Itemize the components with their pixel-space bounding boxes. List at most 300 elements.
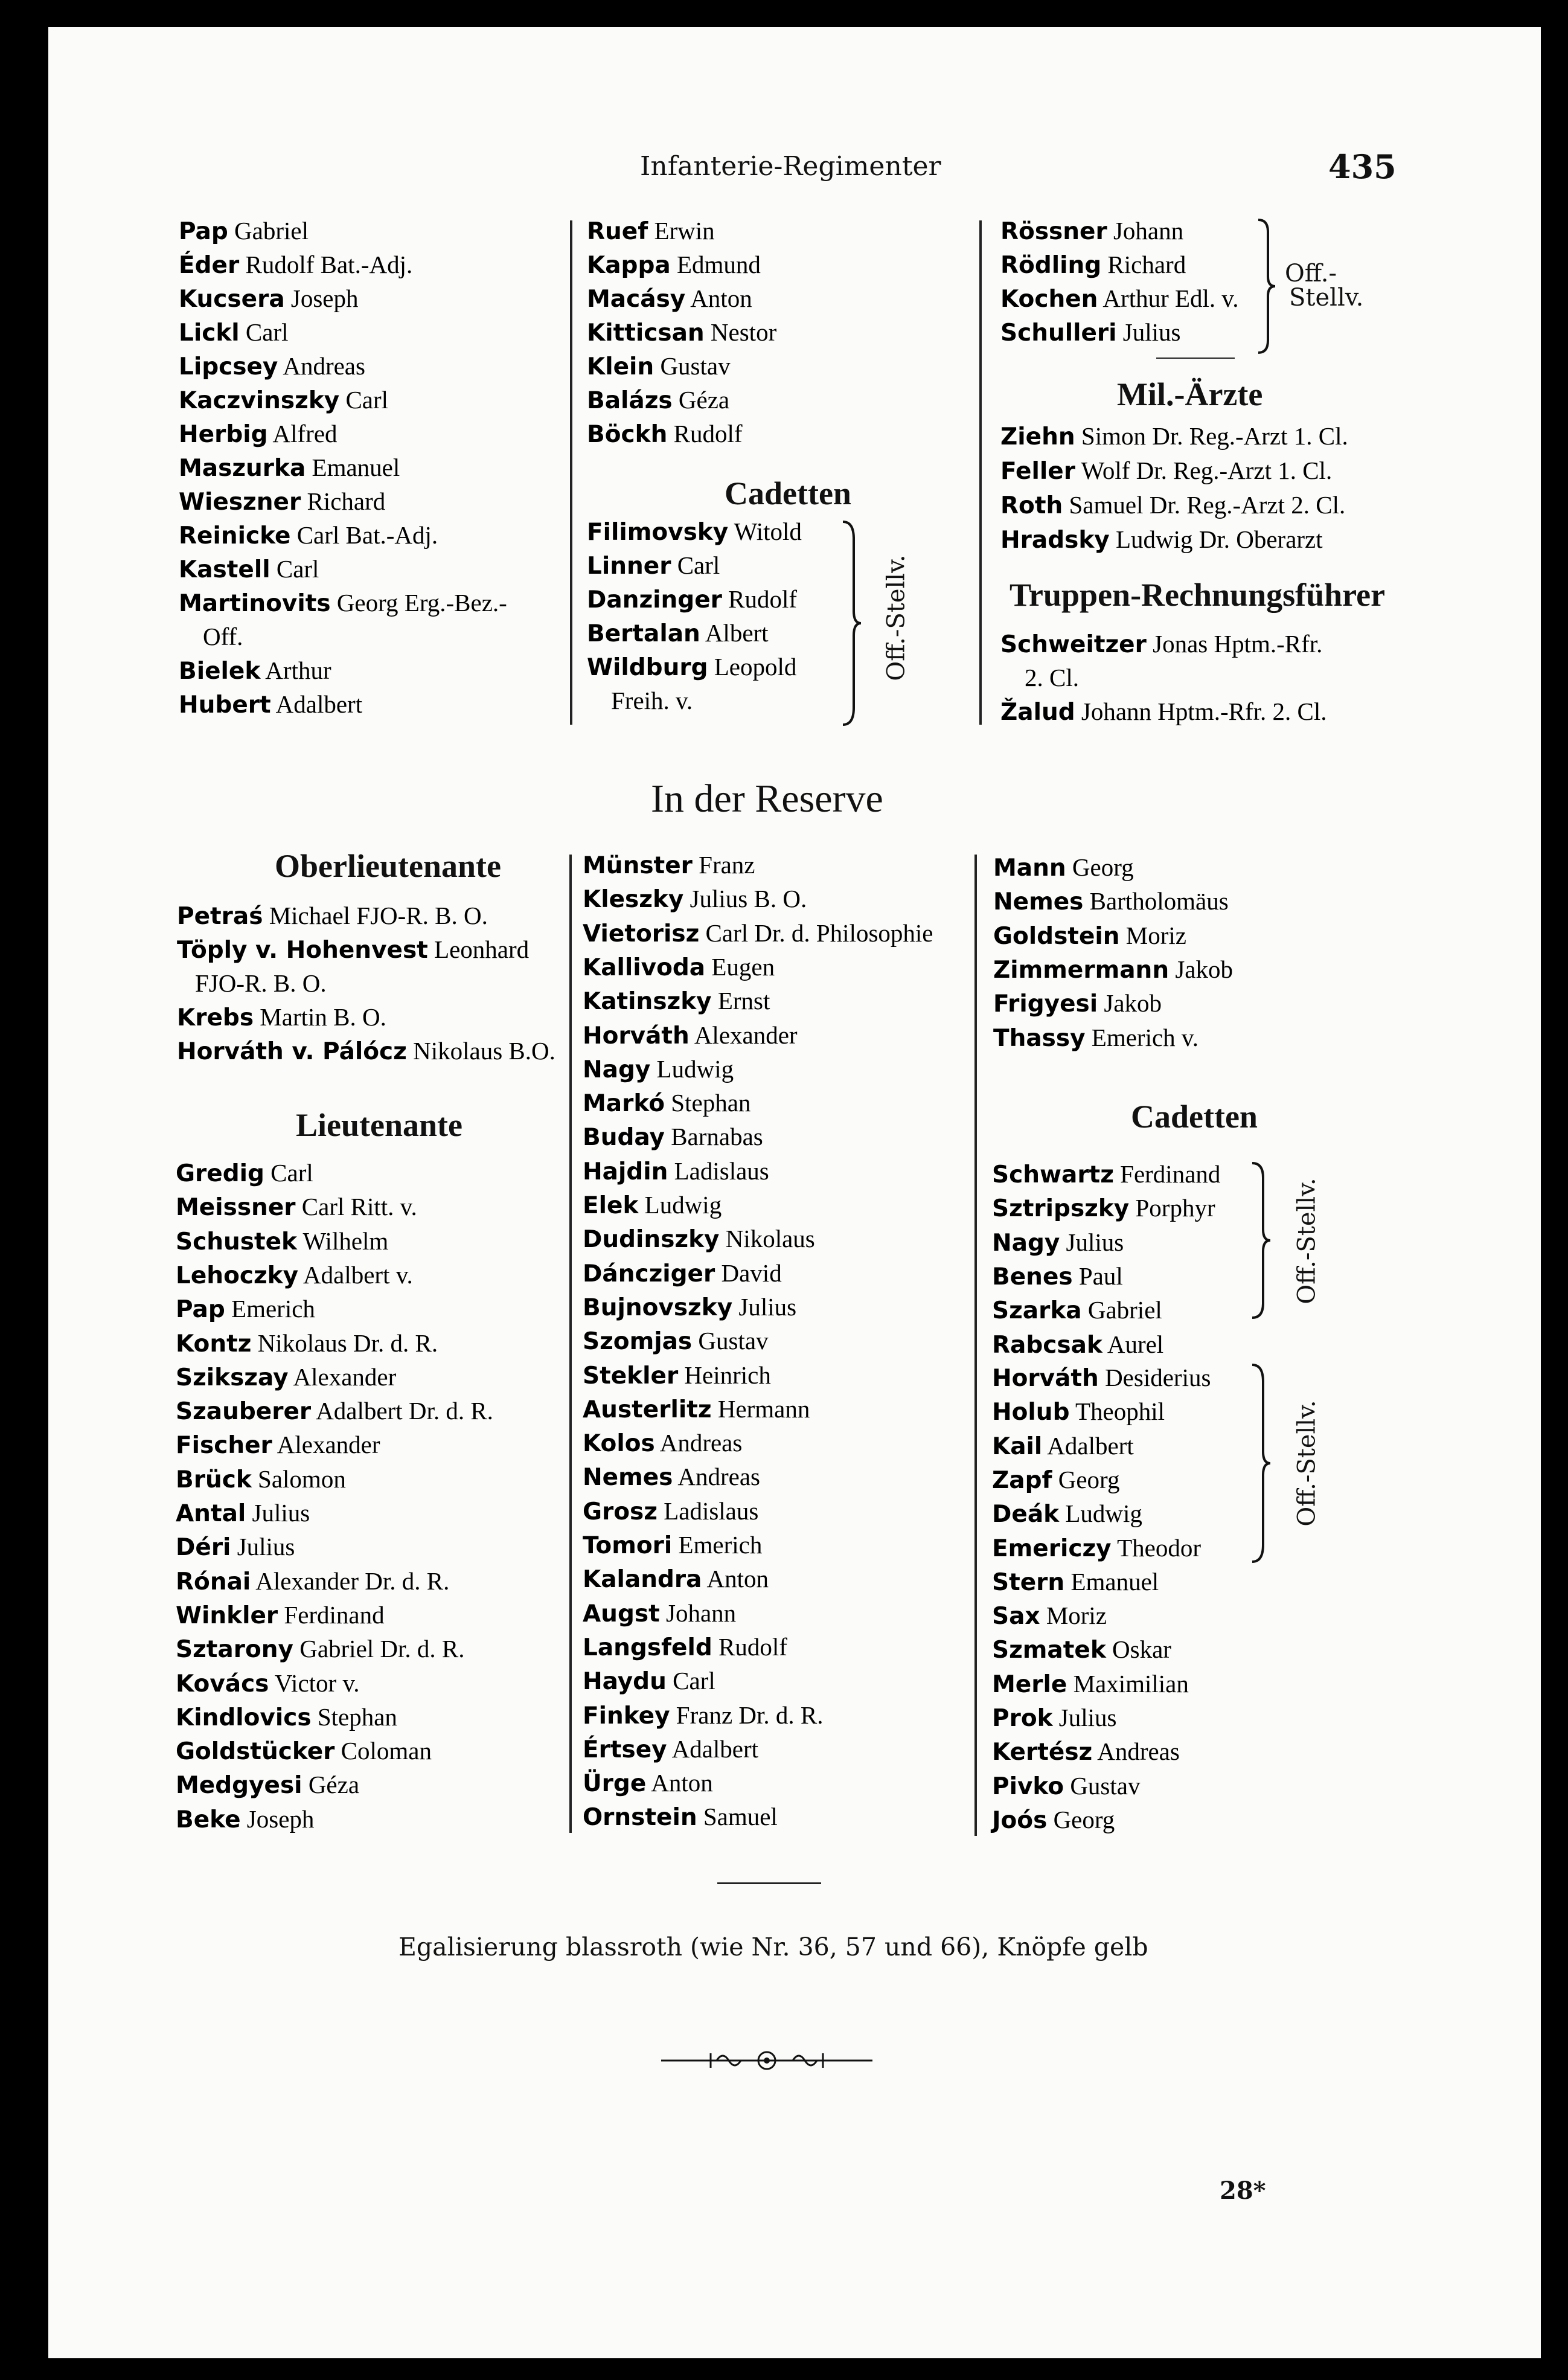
- given-name: Coloman: [334, 1737, 432, 1765]
- list-item: [179, 518, 438, 553]
- list-item: [583, 1120, 763, 1155]
- list-item: [179, 653, 331, 688]
- surname: Wildburg: [587, 654, 708, 681]
- surname: Hubert: [179, 691, 271, 719]
- given-name: Johann: [1107, 217, 1184, 245]
- given-name: Carl: [666, 1667, 715, 1695]
- given-name: Franz: [692, 851, 755, 879]
- list-item: [177, 1034, 555, 1069]
- surname: Medgyesi: [176, 1772, 302, 1800]
- given-name: Stephan: [311, 1702, 397, 1731]
- surname: Roth: [1000, 492, 1063, 519]
- surname: Schustek: [176, 1228, 297, 1256]
- list-item: [992, 1191, 1215, 1226]
- surname: Sztarony: [176, 1636, 293, 1664]
- surname: Deák: [992, 1501, 1060, 1528]
- given-name: Jakob: [1169, 955, 1233, 983]
- list-item: [992, 1496, 1142, 1532]
- given-name: Theophil: [1069, 1397, 1165, 1426]
- list-item: [1000, 627, 1322, 662]
- given-name: Erwin: [648, 217, 715, 245]
- brace-icon: [1249, 1162, 1273, 1319]
- list-item: [992, 1565, 1159, 1600]
- surname: Kaczvinszky: [179, 387, 340, 414]
- surname: Schwartz: [992, 1161, 1114, 1188]
- brace-icon: [838, 521, 862, 726]
- list-item: [176, 1802, 314, 1837]
- list-item: [992, 1599, 1107, 1634]
- surname: Bertalan: [587, 620, 700, 647]
- list-item: [179, 214, 309, 249]
- surname: Horváth v. Pálócz: [177, 1038, 407, 1065]
- surname: Bujnovszky: [583, 1294, 733, 1321]
- list-item: [176, 1156, 313, 1191]
- surname: Stern: [992, 1568, 1065, 1596]
- divider: [1156, 358, 1235, 359]
- list-item: [993, 850, 1134, 885]
- given-name: Joseph: [284, 284, 359, 312]
- given-name: Rudolf: [722, 585, 798, 613]
- aerzte-title: Mil.-Ärzte: [1117, 376, 1263, 412]
- list-item: [993, 1021, 1198, 1056]
- list-item: [583, 1188, 722, 1223]
- list-item: [583, 1256, 782, 1291]
- given-name: Rudolf: [667, 420, 743, 447]
- surname: Markó: [583, 1090, 665, 1118]
- list-item: [583, 1324, 769, 1359]
- list-item: [993, 986, 1162, 1021]
- list-item: [992, 1327, 1163, 1362]
- list-item: [583, 1800, 778, 1835]
- list-item: [611, 684, 693, 717]
- given-name: Barnabas: [664, 1123, 763, 1151]
- given-name: Johann Hptm.-Rfr. 2. Cl.: [1075, 698, 1327, 725]
- given-name: Desiderius: [1098, 1364, 1211, 1391]
- given-name: Emerich: [225, 1295, 315, 1323]
- surname: Austerlitz: [583, 1396, 712, 1423]
- given-name: Ludwig: [1059, 1500, 1142, 1528]
- surname: Sztripszky: [992, 1195, 1130, 1223]
- list-item: [587, 383, 729, 418]
- list-item: [1000, 454, 1332, 489]
- given-name: Carl: [339, 386, 389, 414]
- given-name: Adalbert v.: [298, 1260, 413, 1289]
- given-name: Aurel: [1102, 1330, 1164, 1358]
- given-name: Andreas: [654, 1429, 743, 1457]
- surname: Danzinger: [587, 586, 722, 614]
- surname: Klein: [587, 353, 654, 380]
- list-item: [583, 1426, 742, 1461]
- list-item: [583, 1086, 750, 1121]
- list-item: [583, 1732, 758, 1767]
- footer-divider: [717, 1882, 821, 1884]
- list-item: [176, 1360, 396, 1395]
- surname: Nagy: [583, 1056, 651, 1083]
- list-item: [176, 1292, 315, 1327]
- list-item: [176, 1462, 346, 1497]
- surname: Macásy: [587, 286, 686, 313]
- surname: Szmatek: [992, 1637, 1106, 1664]
- given-name: Emerich: [672, 1531, 763, 1559]
- reserve-offstellv-label-b: Off.-Stellv.: [1293, 1400, 1321, 1527]
- surname: Gredig: [176, 1160, 264, 1187]
- list-item: [583, 1154, 769, 1189]
- surname: Merle: [992, 1670, 1067, 1698]
- surname: Rabcsak: [992, 1331, 1102, 1359]
- surname: Buday: [583, 1124, 665, 1152]
- surname: Nemes: [583, 1464, 673, 1492]
- given-name: Martin B. O.: [254, 1003, 386, 1031]
- surname: Benes: [992, 1263, 1073, 1291]
- list-item: [179, 586, 507, 621]
- surname: Szarka: [992, 1297, 1082, 1325]
- brace-icon: [1249, 1364, 1273, 1563]
- surname: Fischer: [176, 1432, 272, 1460]
- given-name: Witold: [728, 518, 802, 545]
- given-name: Julius: [1052, 1704, 1117, 1731]
- list-item: [992, 1701, 1117, 1736]
- given-name: Eugen: [705, 952, 775, 981]
- list-item: [179, 687, 362, 722]
- list-item: [1000, 488, 1345, 523]
- given-name: Samuel: [697, 1803, 778, 1831]
- surname: Nemes: [993, 888, 1084, 916]
- top-offstellv-label-2: Stellv.: [1289, 284, 1364, 312]
- list-item: [179, 484, 385, 519]
- list-item: [176, 1326, 438, 1361]
- given-name: Julius: [246, 1499, 310, 1527]
- surname: Lickl: [179, 319, 240, 347]
- given-name: Alexander: [272, 1431, 380, 1459]
- list-item: [177, 932, 529, 967]
- given-name: Géza: [302, 1771, 360, 1799]
- surname: Brück: [176, 1466, 252, 1493]
- list-item: [195, 966, 327, 1000]
- surname: Kontz: [176, 1330, 252, 1358]
- list-item: [587, 650, 796, 685]
- given-name: Alexander: [288, 1362, 397, 1391]
- surname: Ornstein: [583, 1804, 697, 1832]
- given-name: Anton: [685, 284, 752, 312]
- given-name: Georg: [1047, 1805, 1115, 1833]
- surname: Dáncziger: [583, 1260, 715, 1288]
- given-name: Gabriel Dr. d. R.: [293, 1635, 465, 1663]
- surname: Schweitzer: [1000, 631, 1147, 658]
- list-item: [587, 417, 743, 452]
- list-item: [993, 919, 1186, 954]
- surname: Rössner: [1000, 218, 1107, 245]
- surname: Éder: [179, 252, 240, 279]
- top-offstellv-label-1: Off.-: [1285, 260, 1337, 287]
- surname: Kappa: [587, 252, 671, 279]
- list-item: [176, 1428, 380, 1463]
- reserve-title: In der Reserve: [651, 777, 883, 821]
- list-item: [992, 1632, 1171, 1667]
- list-item: [1000, 248, 1186, 283]
- given-name: Bartholomäus: [1083, 887, 1229, 916]
- given-name: Oskar: [1106, 1635, 1171, 1664]
- given-name: Andreas: [278, 352, 365, 380]
- surname: Kertész: [992, 1739, 1093, 1766]
- surname: Szikszay: [176, 1364, 289, 1391]
- surname: Holub: [992, 1399, 1070, 1426]
- surname: Thassy: [993, 1024, 1086, 1052]
- list-item: [992, 1361, 1211, 1396]
- given-name: Anton: [646, 1769, 713, 1797]
- list-item: [179, 552, 319, 587]
- surname: Joós: [992, 1806, 1048, 1834]
- list-item: [583, 1766, 713, 1801]
- surname: Kleszky: [583, 886, 684, 914]
- given-name: Carl: [671, 551, 720, 579]
- given-name: Anton: [702, 1565, 769, 1593]
- given-name: Samuel Dr. Reg.-Arzt 2. Cl.: [1063, 491, 1346, 519]
- list-item: [587, 315, 776, 350]
- list-item: [583, 1562, 769, 1597]
- surname: Winkler: [176, 1602, 278, 1629]
- list-item: [176, 1394, 493, 1429]
- list-item: [587, 515, 802, 550]
- given-name: Ludwig: [650, 1054, 734, 1083]
- surname: Kallivoda: [583, 954, 706, 981]
- given-name: Wilhelm: [296, 1227, 389, 1255]
- list-item: [583, 1392, 810, 1427]
- surname: Meissner: [176, 1194, 296, 1222]
- given-name: Ferdinand: [1113, 1160, 1221, 1188]
- list-item: [992, 1429, 1134, 1464]
- list-item: [177, 1000, 386, 1035]
- surname: Déri: [176, 1534, 231, 1562]
- reserve-rule-2: [974, 855, 977, 1836]
- given-name: Géza: [672, 386, 730, 414]
- given-name: Richard: [1101, 251, 1186, 278]
- given-name: Georg Erg.-Bez.-: [330, 589, 507, 617]
- list-item: [993, 952, 1233, 987]
- lieutenante-title: Lieutenante: [296, 1107, 462, 1143]
- list-item: [176, 1530, 295, 1565]
- reserve-cadetten-title: Cadetten: [1131, 1099, 1258, 1135]
- given-name: Stephan: [665, 1089, 751, 1117]
- given-name: Alfred: [267, 420, 338, 447]
- list-item: [179, 451, 400, 486]
- surname: Prok: [992, 1705, 1053, 1732]
- given-name: Gustav: [692, 1327, 769, 1355]
- given-name: Georg: [1052, 1465, 1120, 1493]
- surname: Zimmermann: [993, 956, 1170, 984]
- given-name: Rudolf: [712, 1632, 787, 1661]
- list-item: [179, 383, 388, 418]
- list-item: [583, 848, 755, 883]
- given-name: Johann: [659, 1599, 737, 1627]
- surname: Stekler: [583, 1362, 679, 1390]
- surname: Lipcsey: [179, 353, 278, 380]
- list-item: [587, 349, 731, 384]
- given-name: Gabriel: [1081, 1296, 1162, 1324]
- surname: Krebs: [177, 1004, 254, 1031]
- surname: Kalandra: [583, 1566, 702, 1594]
- brace-icon: [1256, 219, 1278, 354]
- given-name: 2. Cl.: [1025, 664, 1079, 691]
- reserve-offstellv-label-a: Off.-Stellv.: [1293, 1178, 1321, 1304]
- given-name: Leopold: [708, 653, 797, 681]
- egalisierung-note: Egalisierung blassroth (wie Nr. 36, 57 und 66), Knöpfe gelb: [398, 1933, 1148, 1961]
- given-name: Alexander: [689, 1021, 798, 1049]
- given-name: Adalbert: [270, 690, 363, 718]
- given-name: Emerich v.: [1085, 1023, 1199, 1051]
- surname: Frigyesi: [993, 990, 1098, 1018]
- surname: Szomjas: [583, 1328, 693, 1356]
- given-name: Julius B. O.: [683, 885, 807, 913]
- given-name: Ferdinand: [278, 1600, 385, 1629]
- surname: Filimovsky: [587, 519, 729, 546]
- given-name: Gustav: [654, 352, 731, 380]
- list-item: [1000, 214, 1183, 249]
- given-name: Gabriel: [228, 217, 309, 245]
- list-item: [1000, 694, 1326, 730]
- given-name: Salomon: [251, 1464, 346, 1493]
- page-number: 435: [1328, 147, 1397, 186]
- given-name: Emanuel: [1064, 1567, 1159, 1596]
- surname: Pap: [179, 218, 228, 245]
- given-name: Julius: [732, 1292, 797, 1321]
- list-item: [176, 1734, 432, 1769]
- surname: Tomori: [583, 1532, 673, 1559]
- list-item: [1000, 281, 1239, 316]
- list-item: [583, 1596, 736, 1631]
- given-name: Hermann: [711, 1394, 810, 1423]
- surname: Kail: [992, 1432, 1043, 1460]
- given-name: Emanuel: [306, 454, 400, 481]
- given-name: Leonhard: [427, 935, 530, 963]
- surname: Rödling: [1000, 252, 1102, 279]
- list-item: [583, 984, 770, 1019]
- given-name: Georg: [1066, 853, 1134, 881]
- list-item: [203, 620, 243, 653]
- given-name: Jonas Hptm.-Rfr.: [1146, 630, 1323, 658]
- surname: Elek: [583, 1192, 639, 1219]
- surname: Maszurka: [179, 455, 306, 482]
- given-name: Ludwig: [638, 1191, 722, 1219]
- list-item: [992, 1734, 1180, 1769]
- list-item: [583, 882, 807, 917]
- given-name: Ernst: [711, 987, 770, 1015]
- given-name: Carl: [264, 1159, 313, 1187]
- list-item: [992, 1259, 1123, 1294]
- surname: Töply v. Hohenvest: [177, 937, 428, 964]
- list-item: [583, 1664, 715, 1699]
- list-item: [992, 1463, 1119, 1498]
- list-item: [583, 1494, 758, 1529]
- list-item: [179, 248, 412, 283]
- surname: Kucsera: [179, 286, 285, 313]
- given-name: Joseph: [240, 1804, 315, 1833]
- list-item: [993, 884, 1229, 919]
- list-item: [583, 1290, 796, 1325]
- given-name: Freih. v.: [611, 687, 693, 714]
- surname: Finkey: [583, 1702, 670, 1730]
- surname: Vietorisz: [583, 920, 700, 948]
- surname: Haydu: [583, 1668, 667, 1696]
- top-cadetten-title: Cadetten: [725, 475, 851, 512]
- given-name: Rudolf Bat.-Adj.: [239, 251, 413, 278]
- surname: Wieszner: [179, 489, 301, 516]
- surname: Horváth: [583, 1022, 690, 1050]
- given-name: Moriz: [1119, 921, 1186, 949]
- list-item: [176, 1632, 465, 1667]
- surname: Žalud: [1000, 699, 1075, 726]
- surname: Horváth: [992, 1365, 1099, 1392]
- surname: Böckh: [587, 421, 668, 448]
- reserve-rule-1: [569, 855, 572, 1833]
- list-item: [587, 582, 797, 617]
- surname: Kitticsan: [587, 319, 705, 347]
- given-name: Andreas: [1092, 1737, 1180, 1766]
- given-name: Carl: [270, 555, 319, 583]
- given-name: Carl Ritt. v.: [295, 1193, 417, 1221]
- given-name: Off.: [203, 623, 243, 650]
- list-item: [583, 916, 933, 951]
- surname: Grosz: [583, 1498, 658, 1525]
- list-item: [176, 1598, 385, 1633]
- given-name: Julius: [231, 1533, 295, 1561]
- given-name: Nikolaus: [719, 1225, 815, 1253]
- surname: Bielek: [179, 658, 261, 685]
- given-name: Theodor: [1111, 1533, 1201, 1562]
- list-item: [583, 1630, 787, 1665]
- given-name: Albert: [700, 619, 769, 647]
- given-name: Adalbert: [667, 1734, 759, 1763]
- list-item: [176, 1564, 449, 1599]
- given-name: Julius: [1116, 318, 1181, 346]
- surname: Pap: [176, 1296, 225, 1324]
- list-item: [992, 1157, 1220, 1192]
- list-item: [587, 214, 715, 249]
- running-head-title: Infanterie-Regimenter: [640, 151, 941, 182]
- list-item: [179, 315, 289, 350]
- surname: Kochen: [1000, 286, 1098, 313]
- top-rule-1: [570, 220, 572, 725]
- list-item: [587, 616, 769, 651]
- list-item: [176, 1768, 359, 1803]
- given-name: Franz Dr. d. R.: [670, 1701, 824, 1729]
- list-item: [583, 950, 775, 985]
- list-item: [176, 1190, 417, 1225]
- given-name: Arthur Edl. v.: [1098, 284, 1239, 312]
- given-name: Simon Dr. Reg.-Arzt 1. Cl.: [1075, 422, 1348, 450]
- surname: Ruef: [587, 218, 648, 245]
- given-name: Andreas: [673, 1463, 761, 1491]
- list-item: [992, 1667, 1189, 1702]
- given-name: Carl: [239, 318, 289, 346]
- given-name: Ladislaus: [657, 1496, 759, 1525]
- given-name: Gustav: [1064, 1771, 1141, 1800]
- ornament-icon: [661, 2048, 872, 2073]
- given-name: Nikolaus Dr. d. R.: [251, 1329, 438, 1357]
- list-item: [176, 1700, 397, 1735]
- surname: Lehoczky: [176, 1262, 299, 1289]
- surname: Szauberer: [176, 1398, 312, 1426]
- surname: Sax: [992, 1603, 1040, 1631]
- top-offstellv-label: Off.-Stellv.: [882, 554, 910, 681]
- given-name: Paul: [1072, 1262, 1123, 1290]
- surname: Goldstein: [993, 922, 1120, 950]
- surname: Mann: [993, 855, 1066, 882]
- list-item: [1000, 522, 1323, 557]
- list-item: [583, 1052, 734, 1087]
- surname: Hajdin: [583, 1158, 668, 1185]
- surname: Goldstücker: [176, 1738, 335, 1766]
- given-name: Richard: [301, 487, 386, 515]
